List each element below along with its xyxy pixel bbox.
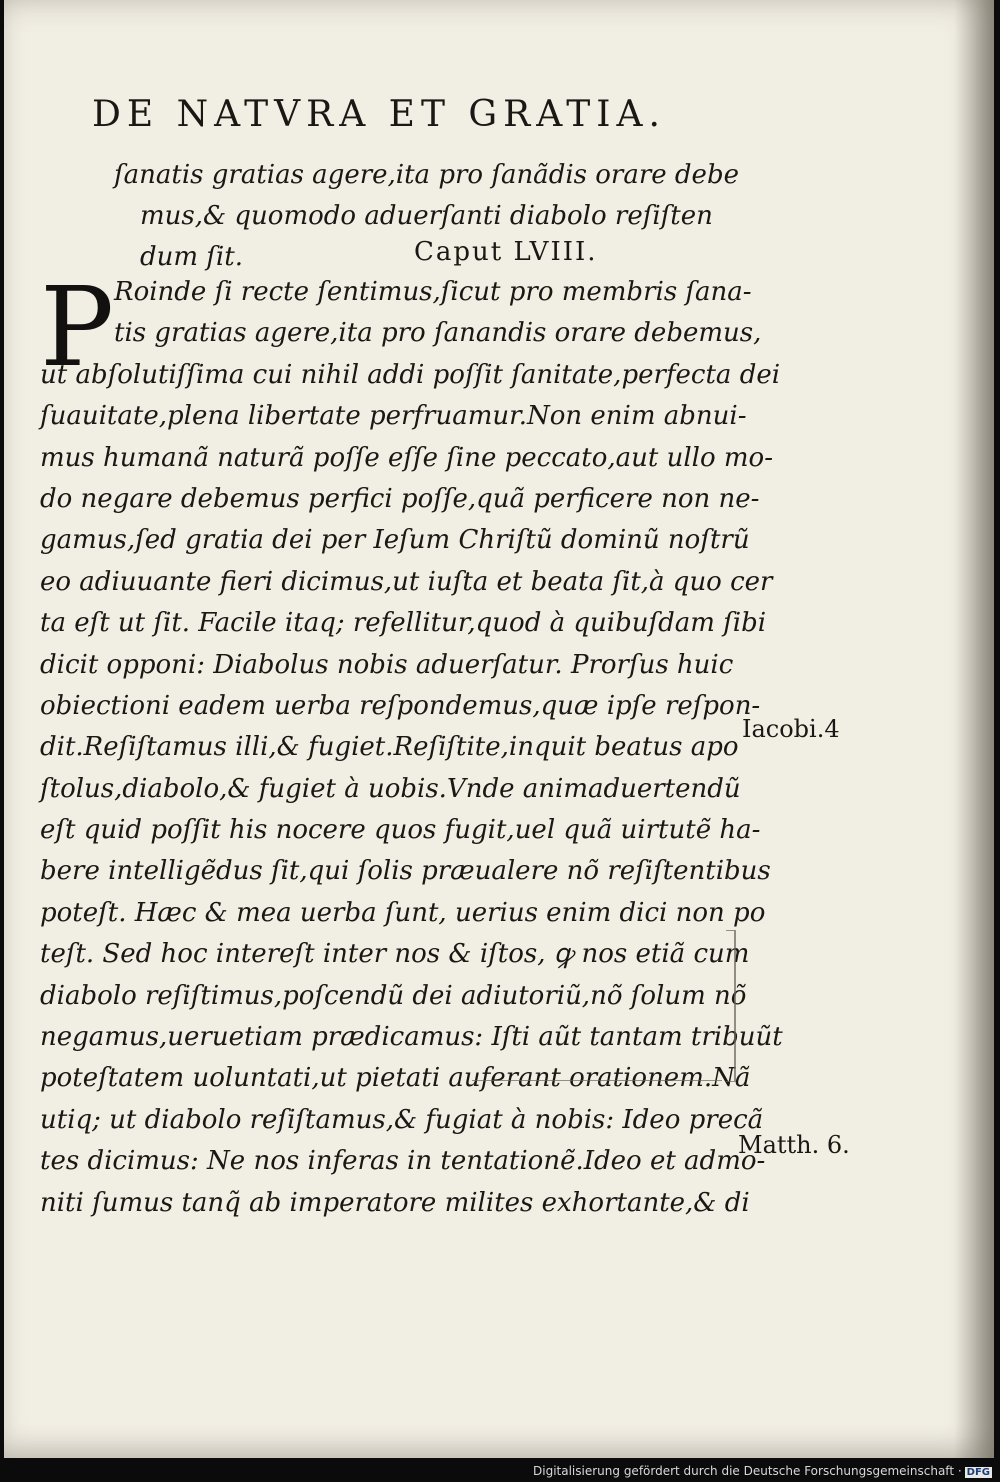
text-line: niti ſumus tanq̃ ab imperatore milites exhortante,& di	[40, 1187, 750, 1218]
text-line: gamus,ſed gratia dei per Ieſum Chriſtũ dominũ noſtrũ	[40, 525, 750, 556]
text-line: obiectioni eadem uerba reſpondemus,quæ ipſe reſpon-	[40, 690, 761, 721]
running-head: DE NATVRA ET GRATIA.	[92, 94, 666, 135]
marginal-note-iacobi: Iacobi.4	[742, 715, 840, 743]
text-line: bere intelligẽdus ſit,qui ſolis præualere nõ reſiſtentibus	[40, 856, 771, 887]
text-line: mus humanã naturã poſſe eſſe ſine peccato,aut ullo mo-	[40, 442, 773, 473]
text-line: tis gratias agere,ita pro ſanandis orare debemus,	[114, 318, 762, 349]
text-line: diabolo reſiſtimus,poſcendũ dei adiutoriũ,nõ ſolum nõ	[40, 980, 747, 1011]
text-line: ut abſolutiſſima cui nihil addi poſſit ſanitate,perfecta dei	[40, 359, 781, 390]
chapter-heading	[92, 155, 739, 278]
chapter-heading-line: ſanatis gratias agere,ita pro ſanãdis orare debe	[114, 160, 739, 190]
digitization-credit	[533, 1464, 992, 1478]
pencil-margin-bracket	[726, 930, 736, 1082]
text-line: utiq; ut diabolo reſiſtamus,& fugiat à nobis: Ideo precã	[40, 1104, 764, 1135]
text-line: ta eſt ut ſit. Facile itaq; refellitur,quod à quibuſdam ſibi	[40, 608, 767, 639]
chapter-heading-line: mus,& quomodo aduerſanti diabolo reſiſten	[140, 201, 713, 231]
text-line: do negare debemus perfici poſſe,quã perficere non ne-	[40, 483, 760, 514]
text-line: eſt quid poſſit his nocere quos fugit,uel quã uirtutẽ ha-	[40, 815, 761, 846]
dfg-logo: DFG	[966, 1467, 990, 1478]
text-line: poteſtatem uoluntati,ut pietati auferant orationem.Nã	[40, 1063, 751, 1094]
marginal-note-matth: Matth. 6.	[738, 1131, 850, 1159]
credit-text: Digitalisierung gefördert durch die Deutsche Forschungsgemeinschaft ·	[533, 1464, 962, 1478]
text-line: negamus,ueruetiam prædicamus: Iſti aũt tantam tribuũt	[40, 1022, 783, 1053]
drop-cap-initial: P	[40, 263, 115, 391]
body-text	[40, 263, 783, 1224]
text-line: eo adiuuante fieri dicimus,ut iuſta et beata ſit,à quo cer	[40, 566, 773, 597]
text-line: dit.Reſiſtamus illi,& fugiet.Reſiſtite,inquit beatus apo	[40, 732, 739, 763]
text-line: Roinde ſi recte ſentimus,ſicut pro membris ſana-	[114, 277, 752, 307]
text-line: teſt. Sed hoc intereſt inter nos & iſtos, ꝙ nos etiã cum	[40, 939, 750, 970]
text-line: poteſt. Hæc & mea uerba ſunt, uerius enim dici non po	[40, 897, 766, 928]
text-line: ſuauitate,plena libertate perfruamur.Non enim abnui-	[40, 401, 747, 432]
text-line: ſtolus,diabolo,& fugiet à uobis.Vnde animaduertendũ	[40, 773, 741, 804]
book-page	[4, 0, 994, 1458]
text-line: tes dicimus: Ne nos inferas in tentationẽ.Ideo et admo-	[40, 1146, 766, 1177]
text-line: dicit opponi: Diabolus nobis aduerſatur. Prorſus huic	[40, 649, 734, 680]
pencil-underline	[472, 1080, 722, 1081]
chapter-number: Caput LVIII.	[414, 237, 598, 267]
chapter-heading-line: dum ſit.	[140, 242, 243, 272]
